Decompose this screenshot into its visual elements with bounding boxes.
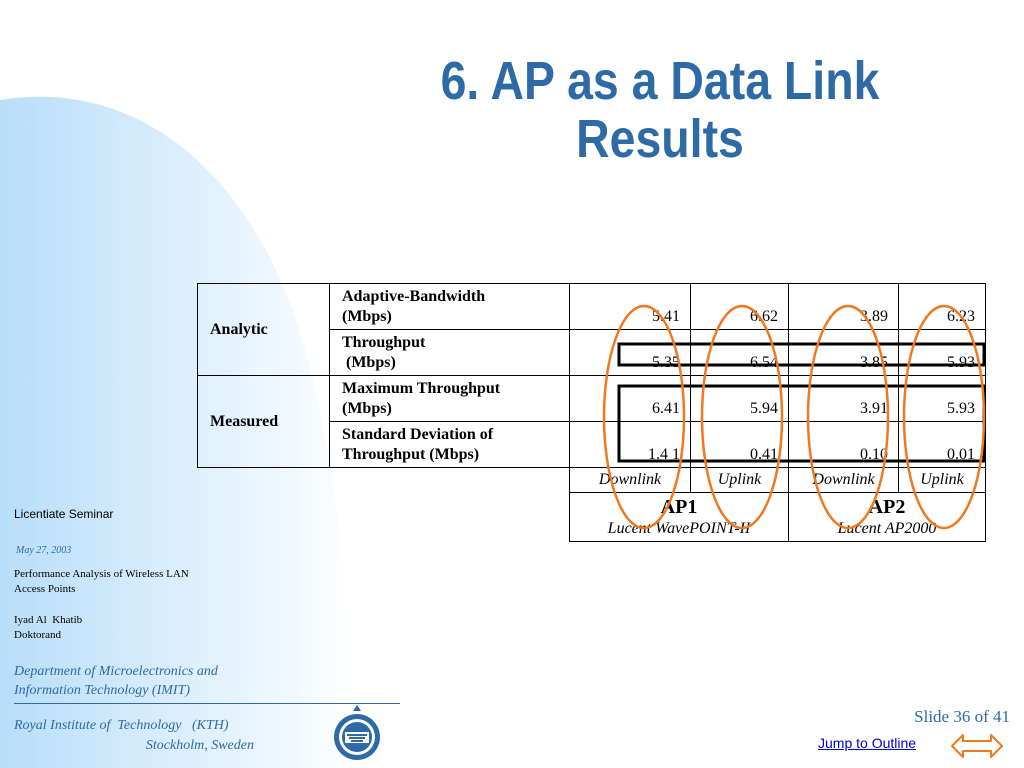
metric-label: Maximum Throughput (Mbps) [330, 376, 570, 422]
metric-label: Adaptive-Bandwidth (Mbps) [330, 284, 570, 330]
slide-title [402, 52, 918, 168]
group-label-measured: Measured [198, 376, 330, 468]
table-cell: 3.89 [789, 284, 899, 330]
table-cell: 5.93 [899, 376, 986, 422]
direction-label: Uplink [899, 468, 986, 493]
table-row [198, 376, 986, 422]
table-cell: 0.41 [691, 422, 789, 468]
table-cell: 5.41 [570, 284, 691, 330]
ap-row [198, 493, 986, 542]
ap2-cell [789, 493, 986, 542]
table-cell: 6.54 [691, 330, 789, 376]
table-cell: 3.91 [789, 376, 899, 422]
date-label: May 27, 2003 [16, 545, 72, 556]
table-cell: 6.23 [899, 284, 986, 330]
institute-label: Royal Institute of Technology (KTH) Stockholm, Sweden [14, 718, 254, 753]
ap1-model: Lucent WavePOINT-II [607, 520, 751, 537]
seminar-label: Licentiate Seminar [14, 507, 114, 521]
table-cell: 6.41 [570, 376, 691, 422]
kth-seal-icon [331, 703, 383, 763]
title-line-2: Results [576, 109, 744, 169]
results-table [197, 283, 986, 542]
ap1-name: AP1 [660, 496, 698, 518]
direction-row [198, 468, 986, 493]
metric-label: Throughput (Mbps) [330, 330, 570, 376]
table-row [198, 284, 986, 330]
direction-label: Downlink [570, 468, 691, 493]
ap1-cell [570, 493, 789, 542]
title-line-1: 6. AP as a Data Link [440, 51, 880, 111]
direction-label: Downlink [789, 468, 899, 493]
table-cell: 5.35 [570, 330, 691, 376]
slide-number: Slide 36 of 41 [914, 707, 1010, 726]
author-info: Iyad Al Khatib Doktorand [14, 614, 83, 641]
table-cell: 0.10 [789, 422, 899, 468]
metric-label: Standard Deviation of Throughput (Mbps) [330, 422, 570, 468]
direction-label: Uplink [691, 468, 789, 493]
table-cell: 6.62 [691, 284, 789, 330]
jump-to-outline-link[interactable]: Jump to Outline [818, 735, 917, 751]
ap2-model: Lucent AP2000 [837, 520, 937, 537]
ap2-name: AP2 [868, 496, 906, 518]
table-cell: 3.85 [789, 330, 899, 376]
group-label-analytic: Analytic [198, 284, 330, 376]
talk-title: Performance Analysis of Wireless LAN Access Points [14, 568, 189, 595]
table-cell: 1.4 1 [570, 422, 691, 468]
table-cell: 0.01 [899, 422, 986, 468]
double-arrow-nav-icon[interactable] [950, 731, 1004, 761]
department-label: Department of Microelectronics and Information Technology (IMIT) [14, 664, 218, 698]
table-cell: 5.93 [899, 330, 986, 376]
table-cell: 5.94 [691, 376, 789, 422]
